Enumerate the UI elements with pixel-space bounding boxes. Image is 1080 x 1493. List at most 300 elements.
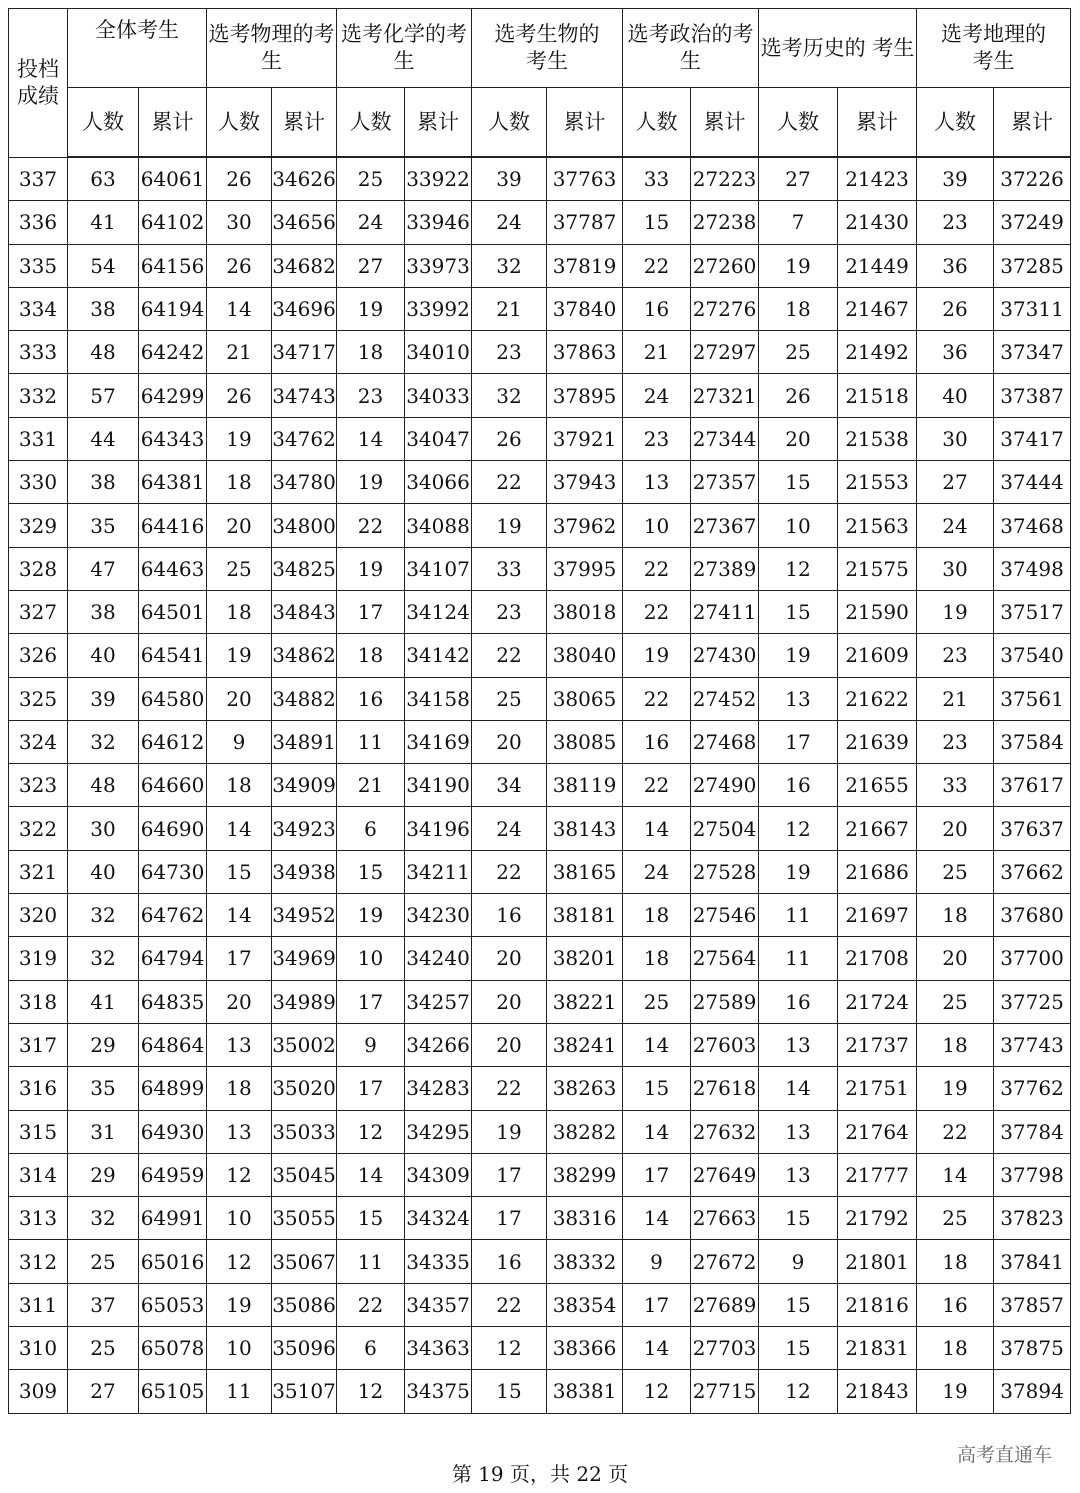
- group-header-biology: 选考生物的考生: [472, 9, 623, 88]
- cumulative-cell: 34295: [405, 1110, 472, 1153]
- score-cell: 318: [9, 980, 68, 1023]
- count-cell: 29: [68, 1153, 139, 1196]
- cumulative-cell: 21622: [838, 677, 917, 720]
- count-cell: 17: [759, 720, 838, 763]
- cumulative-cell: 34843: [272, 590, 337, 633]
- cumulative-cell: 21831: [838, 1327, 917, 1370]
- count-cell: 9: [207, 720, 272, 763]
- score-cell: 314: [9, 1153, 68, 1196]
- cumulative-cell: 37680: [994, 894, 1071, 937]
- count-cell: 23: [917, 634, 994, 677]
- cumulative-cell: 37943: [547, 461, 623, 504]
- cumulative-cell: 27260: [691, 244, 759, 287]
- count-cell: 36: [917, 331, 994, 374]
- count-cell: 23: [623, 417, 691, 460]
- cumulative-cell: 64612: [139, 720, 207, 763]
- cumulative-cell: 38332: [547, 1240, 623, 1283]
- table-row: [9, 374, 1071, 417]
- score-cell: 328: [9, 547, 68, 590]
- count-cell: 12: [207, 1153, 272, 1196]
- count-cell: 13: [759, 1110, 838, 1153]
- table-row: [9, 1240, 1071, 1283]
- cumulative-cell: 34324: [405, 1197, 472, 1240]
- count-cell: 22: [337, 1283, 405, 1326]
- table-row: [9, 331, 1071, 374]
- count-cell: 39: [472, 157, 547, 201]
- table-row: [9, 937, 1071, 980]
- cumulative-cell: 21708: [838, 937, 917, 980]
- count-cell: 33: [472, 547, 547, 590]
- cumulative-cell: 37540: [994, 634, 1071, 677]
- score-cell: 323: [9, 764, 68, 807]
- score-cell: 334: [9, 287, 68, 330]
- cumulative-cell: 37823: [994, 1197, 1071, 1240]
- cumulative-cell: 35067: [272, 1240, 337, 1283]
- cumulative-cell: 37894: [994, 1370, 1071, 1413]
- cumulative-cell: 64864: [139, 1023, 207, 1066]
- count-cell: 18: [917, 1240, 994, 1283]
- cumulative-cell: 21816: [838, 1283, 917, 1326]
- score-cell: 325: [9, 677, 68, 720]
- count-cell: 15: [759, 590, 838, 633]
- cumulative-cell: 34335: [405, 1240, 472, 1283]
- cumulative-cell: 27528: [691, 850, 759, 893]
- cumulative-cell: 35033: [272, 1110, 337, 1153]
- count-cell: 17: [337, 590, 405, 633]
- count-cell: 16: [917, 1283, 994, 1326]
- cumulative-cell: 21430: [838, 201, 917, 244]
- cumulative-cell: 37787: [547, 201, 623, 244]
- count-cell: 16: [759, 764, 838, 807]
- cumulative-cell: 21843: [838, 1370, 917, 1413]
- cumulative-cell: 38316: [547, 1197, 623, 1240]
- count-cell: 17: [207, 937, 272, 980]
- cumulative-cell: 34357: [405, 1283, 472, 1326]
- count-cell: 25: [917, 850, 994, 893]
- sub-header-cumulative: 累计: [547, 88, 623, 158]
- cumulative-cell: 34891: [272, 720, 337, 763]
- count-cell: 26: [207, 244, 272, 287]
- cumulative-cell: 27564: [691, 937, 759, 980]
- cumulative-cell: 38263: [547, 1067, 623, 1110]
- cumulative-cell: 37784: [994, 1110, 1071, 1153]
- table-row: [9, 547, 1071, 590]
- score-cell: 313: [9, 1197, 68, 1240]
- count-cell: 12: [759, 1370, 838, 1413]
- cumulative-cell: 64762: [139, 894, 207, 937]
- sub-header-count: 人数: [759, 88, 838, 158]
- table-row: [9, 894, 1071, 937]
- count-cell: 41: [68, 980, 139, 1023]
- count-cell: 19: [623, 634, 691, 677]
- cumulative-cell: 27389: [691, 547, 759, 590]
- count-cell: 15: [623, 201, 691, 244]
- cumulative-cell: 21667: [838, 807, 917, 850]
- count-cell: 22: [472, 1283, 547, 1326]
- score-cell: 335: [9, 244, 68, 287]
- group-header-politics: 选考政治的考生: [623, 9, 759, 88]
- cumulative-cell: 27452: [691, 677, 759, 720]
- cumulative-cell: 64463: [139, 547, 207, 590]
- cumulative-cell: 35002: [272, 1023, 337, 1066]
- count-cell: 16: [759, 980, 838, 1023]
- cumulative-cell: 27297: [691, 331, 759, 374]
- count-cell: 17: [337, 1067, 405, 1110]
- cumulative-cell: 34696: [272, 287, 337, 330]
- count-cell: 12: [472, 1327, 547, 1370]
- count-cell: 24: [623, 850, 691, 893]
- count-cell: 27: [68, 1370, 139, 1413]
- count-cell: 19: [472, 504, 547, 547]
- count-cell: 16: [623, 287, 691, 330]
- cumulative-cell: 64899: [139, 1067, 207, 1110]
- count-cell: 38: [68, 590, 139, 633]
- count-cell: 25: [759, 331, 838, 374]
- cumulative-cell: 27649: [691, 1153, 759, 1196]
- cumulative-cell: 37417: [994, 417, 1071, 460]
- sub-header-cumulative: 累计: [691, 88, 759, 158]
- cumulative-cell: 64835: [139, 980, 207, 1023]
- cumulative-cell: 27632: [691, 1110, 759, 1153]
- count-cell: 6: [337, 807, 405, 850]
- cumulative-cell: 64690: [139, 807, 207, 850]
- count-cell: 20: [917, 807, 994, 850]
- count-cell: 18: [623, 937, 691, 980]
- cumulative-cell: 21538: [838, 417, 917, 460]
- count-cell: 24: [472, 807, 547, 850]
- count-cell: 34: [472, 764, 547, 807]
- cumulative-cell: 21492: [838, 331, 917, 374]
- cumulative-cell: 64242: [139, 331, 207, 374]
- count-cell: 17: [623, 1283, 691, 1326]
- cumulative-cell: 27490: [691, 764, 759, 807]
- cumulative-cell: 21724: [838, 980, 917, 1023]
- score-cell: 317: [9, 1023, 68, 1066]
- count-cell: 21: [337, 764, 405, 807]
- cumulative-cell: 34969: [272, 937, 337, 980]
- cumulative-cell: 38165: [547, 850, 623, 893]
- sub-header-count: 人数: [207, 88, 272, 158]
- cumulative-cell: 21801: [838, 1240, 917, 1283]
- cumulative-cell: 27689: [691, 1283, 759, 1326]
- cumulative-cell: 27546: [691, 894, 759, 937]
- count-cell: 19: [207, 417, 272, 460]
- cumulative-cell: 64730: [139, 850, 207, 893]
- count-cell: 36: [917, 244, 994, 287]
- table-row: [9, 1110, 1071, 1153]
- cumulative-cell: 34923: [272, 807, 337, 850]
- cumulative-cell: 34169: [405, 720, 472, 763]
- score-cell: 327: [9, 590, 68, 633]
- count-cell: 18: [207, 590, 272, 633]
- cumulative-cell: 65016: [139, 1240, 207, 1283]
- cumulative-cell: 37857: [994, 1283, 1071, 1326]
- count-cell: 12: [337, 1110, 405, 1153]
- count-cell: 19: [337, 461, 405, 504]
- cumulative-cell: 34682: [272, 244, 337, 287]
- count-cell: 16: [623, 720, 691, 763]
- table-row: [9, 1370, 1071, 1413]
- cumulative-cell: 64343: [139, 417, 207, 460]
- count-cell: 12: [759, 547, 838, 590]
- sub-header-cumulative: 累计: [838, 88, 917, 158]
- cumulative-cell: 65105: [139, 1370, 207, 1413]
- count-cell: 19: [917, 1370, 994, 1413]
- count-cell: 38: [68, 287, 139, 330]
- cumulative-cell: 33922: [405, 157, 472, 201]
- count-cell: 19: [917, 1067, 994, 1110]
- group-header-physics: 选考物理的考生: [207, 9, 337, 88]
- cumulative-cell: 27357: [691, 461, 759, 504]
- cumulative-cell: 37517: [994, 590, 1071, 633]
- count-cell: 30: [917, 547, 994, 590]
- count-cell: 20: [207, 504, 272, 547]
- score-cell: 329: [9, 504, 68, 547]
- score-distribution-table: [8, 8, 1071, 1414]
- cumulative-cell: 37819: [547, 244, 623, 287]
- cumulative-cell: 34952: [272, 894, 337, 937]
- table-row: [9, 417, 1071, 460]
- count-cell: 26: [917, 287, 994, 330]
- table-row: [9, 201, 1071, 244]
- cumulative-cell: 64156: [139, 244, 207, 287]
- score-cell: 309: [9, 1370, 68, 1413]
- cumulative-cell: 21553: [838, 461, 917, 504]
- sub-header-count: 人数: [68, 88, 139, 158]
- cumulative-cell: 34938: [272, 850, 337, 893]
- cumulative-cell: 21423: [838, 157, 917, 201]
- cumulative-cell: 34047: [405, 417, 472, 460]
- count-cell: 10: [759, 504, 838, 547]
- table-row: [9, 634, 1071, 677]
- count-cell: 14: [917, 1153, 994, 1196]
- count-cell: 25: [917, 1197, 994, 1240]
- count-cell: 22: [623, 244, 691, 287]
- count-cell: 40: [68, 850, 139, 893]
- count-cell: 19: [337, 547, 405, 590]
- cumulative-cell: 64991: [139, 1197, 207, 1240]
- cumulative-cell: 37995: [547, 547, 623, 590]
- count-cell: 14: [623, 1110, 691, 1153]
- count-cell: 21: [623, 331, 691, 374]
- table-body: [9, 157, 1071, 1413]
- cumulative-cell: 34196: [405, 807, 472, 850]
- group-header-geography: 选考地理的考生: [917, 9, 1071, 88]
- cumulative-cell: 37798: [994, 1153, 1071, 1196]
- score-cell: 322: [9, 807, 68, 850]
- cumulative-cell: 21737: [838, 1023, 917, 1066]
- table-row: [9, 980, 1071, 1023]
- count-cell: 44: [68, 417, 139, 460]
- count-cell: 40: [917, 374, 994, 417]
- cumulative-cell: 64660: [139, 764, 207, 807]
- table-row: [9, 287, 1071, 330]
- cumulative-cell: 37617: [994, 764, 1071, 807]
- count-cell: 19: [337, 894, 405, 937]
- cumulative-cell: 38018: [547, 590, 623, 633]
- cumulative-cell: 34190: [405, 764, 472, 807]
- count-cell: 18: [759, 287, 838, 330]
- cumulative-cell: 21590: [838, 590, 917, 633]
- count-cell: 15: [759, 1327, 838, 1370]
- cumulative-cell: 37743: [994, 1023, 1071, 1066]
- score-cell: 336: [9, 201, 68, 244]
- cumulative-cell: 34088: [405, 504, 472, 547]
- count-cell: 32: [68, 894, 139, 937]
- score-cell: 315: [9, 1110, 68, 1153]
- count-cell: 22: [472, 461, 547, 504]
- count-cell: 26: [207, 374, 272, 417]
- score-cell: 311: [9, 1283, 68, 1326]
- count-cell: 20: [472, 937, 547, 980]
- cumulative-cell: 34363: [405, 1327, 472, 1370]
- cumulative-cell: 34800: [272, 504, 337, 547]
- cumulative-cell: 34626: [272, 157, 337, 201]
- count-cell: 33: [917, 764, 994, 807]
- cumulative-cell: 21639: [838, 720, 917, 763]
- cumulative-cell: 21777: [838, 1153, 917, 1196]
- count-cell: 12: [337, 1370, 405, 1413]
- score-cell: 337: [9, 157, 68, 201]
- sub-header-cumulative: 累计: [405, 88, 472, 158]
- count-cell: 17: [623, 1153, 691, 1196]
- count-cell: 15: [623, 1067, 691, 1110]
- cumulative-cell: 65078: [139, 1327, 207, 1370]
- cumulative-cell: 37637: [994, 807, 1071, 850]
- count-cell: 32: [68, 720, 139, 763]
- count-cell: 15: [759, 1283, 838, 1326]
- count-cell: 21: [917, 677, 994, 720]
- count-cell: 19: [207, 1283, 272, 1326]
- count-cell: 22: [623, 764, 691, 807]
- cumulative-cell: 38381: [547, 1370, 623, 1413]
- count-cell: 12: [207, 1240, 272, 1283]
- count-cell: 12: [623, 1370, 691, 1413]
- cumulative-cell: 27411: [691, 590, 759, 633]
- cumulative-cell: 34762: [272, 417, 337, 460]
- cumulative-cell: 21467: [838, 287, 917, 330]
- cumulative-cell: 33992: [405, 287, 472, 330]
- count-cell: 27: [759, 157, 838, 201]
- count-cell: 15: [207, 850, 272, 893]
- cumulative-cell: 21518: [838, 374, 917, 417]
- table-row: [9, 1067, 1071, 1110]
- count-cell: 24: [917, 504, 994, 547]
- count-cell: 15: [472, 1370, 547, 1413]
- cumulative-cell: 34230: [405, 894, 472, 937]
- cumulative-cell: 34825: [272, 547, 337, 590]
- count-cell: 25: [68, 1240, 139, 1283]
- cumulative-cell: 34283: [405, 1067, 472, 1110]
- count-cell: 19: [759, 634, 838, 677]
- cumulative-cell: 38241: [547, 1023, 623, 1066]
- count-cell: 11: [337, 1240, 405, 1283]
- count-cell: 22: [623, 547, 691, 590]
- cumulative-cell: 37725: [994, 980, 1071, 1023]
- count-cell: 26: [759, 374, 838, 417]
- count-cell: 40: [68, 634, 139, 677]
- cumulative-cell: 64416: [139, 504, 207, 547]
- score-cell: 324: [9, 720, 68, 763]
- count-cell: 14: [759, 1067, 838, 1110]
- sub-header-count: 人数: [472, 88, 547, 158]
- table-row: [9, 850, 1071, 893]
- cumulative-cell: 21751: [838, 1067, 917, 1110]
- count-cell: 9: [759, 1240, 838, 1283]
- count-cell: 20: [472, 1023, 547, 1066]
- cumulative-cell: 64580: [139, 677, 207, 720]
- table-row: [9, 807, 1071, 850]
- cumulative-cell: 34989: [272, 980, 337, 1023]
- count-cell: 41: [68, 201, 139, 244]
- count-cell: 47: [68, 547, 139, 590]
- group-header-history: 选考历史的 考生: [759, 9, 917, 88]
- sub-header-count: 人数: [917, 88, 994, 158]
- count-cell: 57: [68, 374, 139, 417]
- count-cell: 32: [68, 937, 139, 980]
- count-cell: 13: [623, 461, 691, 504]
- count-cell: 24: [623, 374, 691, 417]
- cumulative-cell: 21449: [838, 244, 917, 287]
- cumulative-cell: 34717: [272, 331, 337, 374]
- count-cell: 14: [623, 807, 691, 850]
- score-cell: 330: [9, 461, 68, 504]
- cumulative-cell: 65053: [139, 1283, 207, 1326]
- cumulative-cell: 38299: [547, 1153, 623, 1196]
- cumulative-cell: 64299: [139, 374, 207, 417]
- cumulative-cell: 21655: [838, 764, 917, 807]
- cumulative-cell: 34656: [272, 201, 337, 244]
- cumulative-cell: 38085: [547, 720, 623, 763]
- count-cell: 17: [472, 1197, 547, 1240]
- count-cell: 22: [623, 677, 691, 720]
- count-cell: 10: [207, 1327, 272, 1370]
- count-cell: 19: [917, 590, 994, 633]
- count-cell: 20: [917, 937, 994, 980]
- cumulative-cell: 27618: [691, 1067, 759, 1110]
- count-cell: 14: [207, 894, 272, 937]
- count-cell: 26: [207, 157, 272, 201]
- count-cell: 23: [917, 720, 994, 763]
- count-cell: 22: [472, 1067, 547, 1110]
- cumulative-cell: 27223: [691, 157, 759, 201]
- count-cell: 11: [759, 937, 838, 980]
- cumulative-cell: 21792: [838, 1197, 917, 1240]
- count-cell: 29: [68, 1023, 139, 1066]
- count-cell: 11: [337, 720, 405, 763]
- cumulative-cell: 37285: [994, 244, 1071, 287]
- cumulative-cell: 34862: [272, 634, 337, 677]
- count-cell: 19: [759, 850, 838, 893]
- count-cell: 19: [472, 1110, 547, 1153]
- cumulative-cell: 37763: [547, 157, 623, 201]
- score-column-header: 投档成绩: [9, 9, 68, 158]
- count-cell: 13: [207, 1110, 272, 1153]
- cumulative-cell: 38366: [547, 1327, 623, 1370]
- cumulative-cell: 64541: [139, 634, 207, 677]
- count-cell: 54: [68, 244, 139, 287]
- count-cell: 27: [917, 461, 994, 504]
- count-cell: 16: [337, 677, 405, 720]
- count-cell: 35: [68, 1067, 139, 1110]
- table-row: [9, 1197, 1071, 1240]
- count-cell: 18: [917, 1327, 994, 1370]
- cumulative-cell: 27321: [691, 374, 759, 417]
- count-cell: 37: [68, 1283, 139, 1326]
- table-row: [9, 461, 1071, 504]
- count-cell: 14: [623, 1327, 691, 1370]
- cumulative-cell: 27672: [691, 1240, 759, 1283]
